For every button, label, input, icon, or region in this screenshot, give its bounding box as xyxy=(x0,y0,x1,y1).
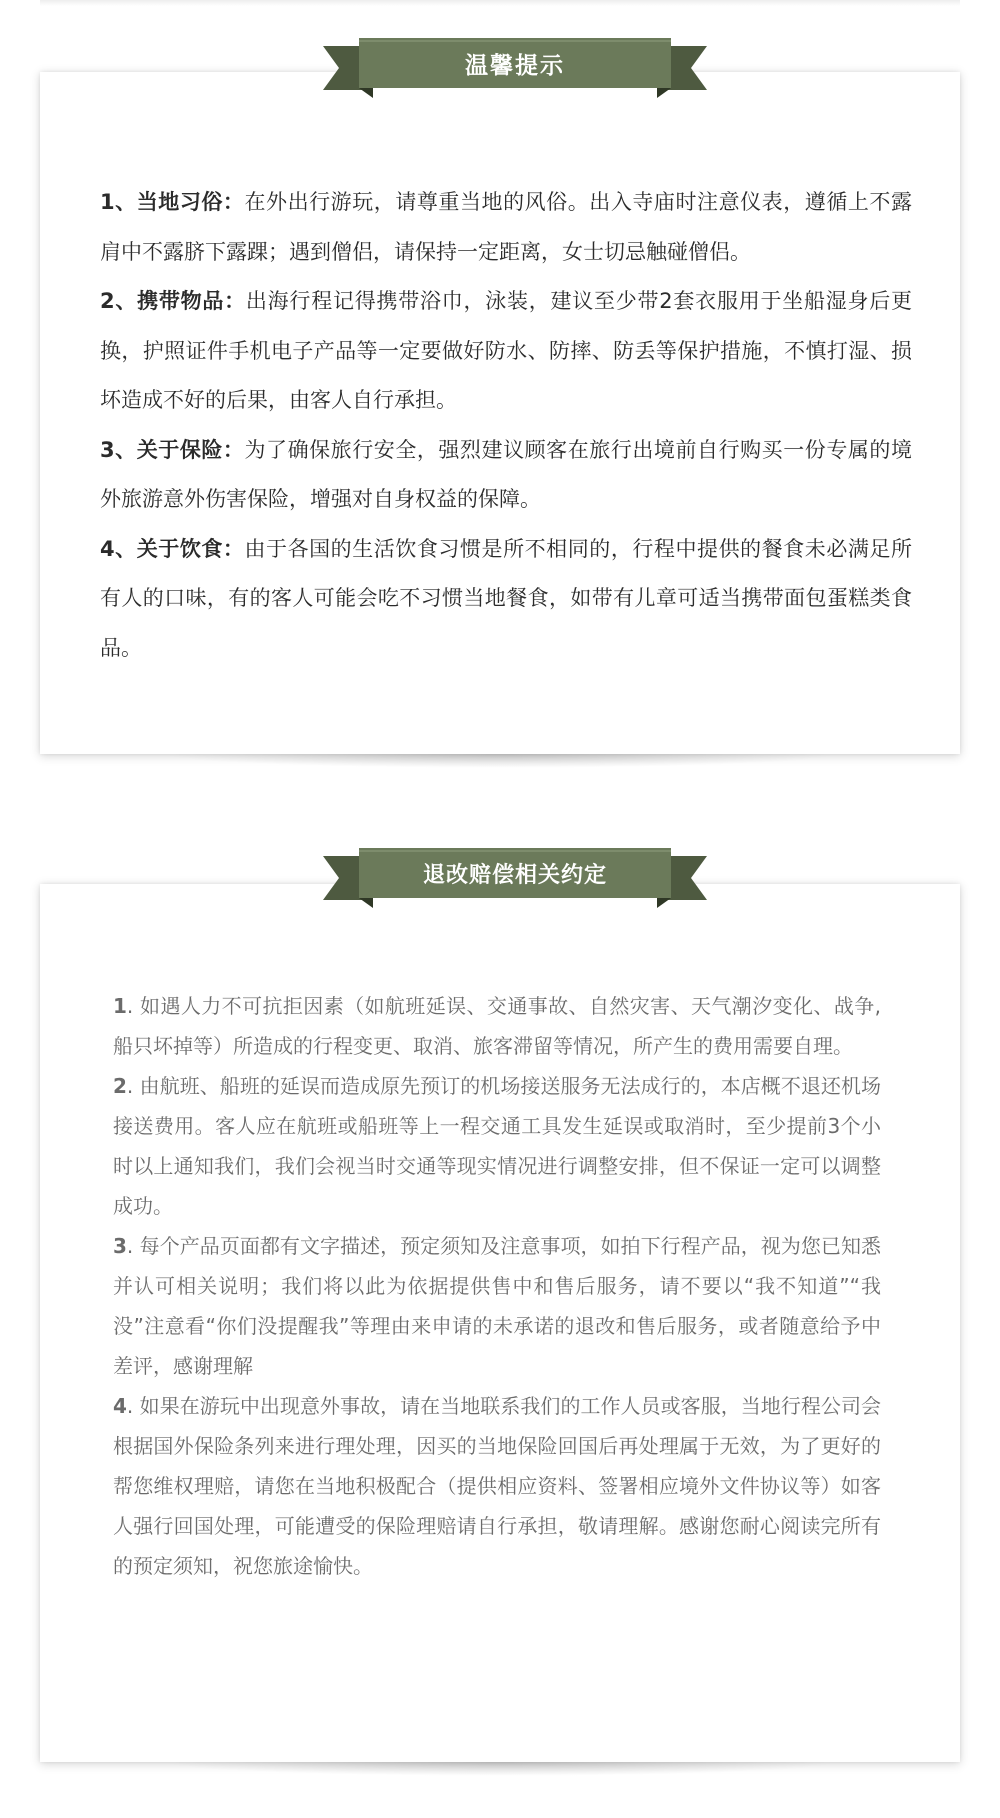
policy-item-number: 2 xyxy=(113,1074,127,1098)
tips-item-lead: 4、关于饮食： xyxy=(100,536,245,561)
top-divider xyxy=(40,0,960,6)
policy-item-number: 3 xyxy=(113,1234,127,1258)
policy-title: 退改赔偿相关约定 xyxy=(422,862,607,888)
tips-ribbon xyxy=(323,38,707,98)
tips-item-text: 为了确保旅行安全，强烈建议顾客在旅行出境前自行购买一份专属的境外旅游意外伤害保险，增强对自身权益的保障。 xyxy=(100,437,912,511)
tips-item-text: 出海行程记得携带浴巾，泳装，建议至少带2套衣服用于坐船湿身后更换，护照证件手机电子产品等一定要做好防水、防摔、防丢等保护措施，不慎打湿、损坏造成不好的后果，由客人自行承担。 xyxy=(100,289,912,412)
policy-item xyxy=(113,1066,881,1226)
policy-item xyxy=(113,986,881,1066)
tips-item xyxy=(100,525,912,674)
tips-list xyxy=(100,178,912,673)
policy-item-text: . 由航班、船班的延误而造成原先预订的机场接送服务无法成行的，本店概不退还机场接送费用。客人应在航班或船班等上一程交通工具发生延误或取消时，至少提前3个小时以上通知我们，我们会视当时交通等现实情况进行调整安排，但不保证一定可以调整成功。 xyxy=(113,1074,881,1218)
tips-item xyxy=(100,178,912,277)
tips-item-text: 由于各国的生活饮食习惯是所不相同的，行程中提供的餐食未必满足所有人的口味，有的客人可能会吃不习惯当地餐食，如带有儿章可适当携带面包蛋糕类食品。 xyxy=(100,536,912,660)
policy-list xyxy=(113,986,881,1586)
policy-item-text: . 每个产品页面都有文字描述，预定须知及注意事项，如拍下行程产品，视为您已知悉并认可相关说明；我们将以此为依据提供售中和售后服务，请不要以“我不知道”“我没”注意看“你们没提醒我”等理由来申请的未承诺的退改和售后服务，或者随意给予中差评，感谢理解 xyxy=(113,1234,881,1378)
tips-item xyxy=(100,277,912,426)
policy-item-number: 1 xyxy=(113,994,127,1018)
tips-item xyxy=(100,426,912,525)
tips-item-lead: 2、携带物品： xyxy=(100,289,246,313)
policy-item xyxy=(113,1386,881,1586)
tips-title: 温馨提示 xyxy=(465,52,565,79)
tips-item-lead: 3、关于保险： xyxy=(100,437,245,462)
tips-item-text: 在外出行游玩，请尊重当地的风俗。出入寺庙时注意仪表，遵循上不露肩中不露脐下露踝；遇到僧侣，请保持一定距离，女士切忌触碰僧侣。 xyxy=(100,190,912,264)
policy-item xyxy=(113,1226,881,1386)
tips-item-lead: 1、当地习俗： xyxy=(100,190,245,214)
policy-item-text: . 如遇人力不可抗拒因素（如航班延误、交通事故、自然灾害、天气潮汐变化、战争,船只坏掉等）所造成的行程变更、取消、旅客滞留等情况，所产生的费用需要自理。 xyxy=(113,994,881,1058)
policy-item-text: . 如果在游玩中出现意外事故，请在当地联系我们的工作人员或客服，当地行程公司会根据国外保险条列来进行理处理，因买的当地保险回国后再处理属于无效，为了更好的帮您维权理赔，请您在当地积极配合（提供相应资料、签署相应境外文件协议等）如客人强行回国处理，可能遭受的保险理赔请自行承担，敬请理解。感谢您耐心阅读完所有的预定须知，祝您旅途愉快。 xyxy=(113,1394,881,1578)
policy-item-number: 4 xyxy=(113,1394,127,1418)
policy-ribbon xyxy=(323,848,707,908)
